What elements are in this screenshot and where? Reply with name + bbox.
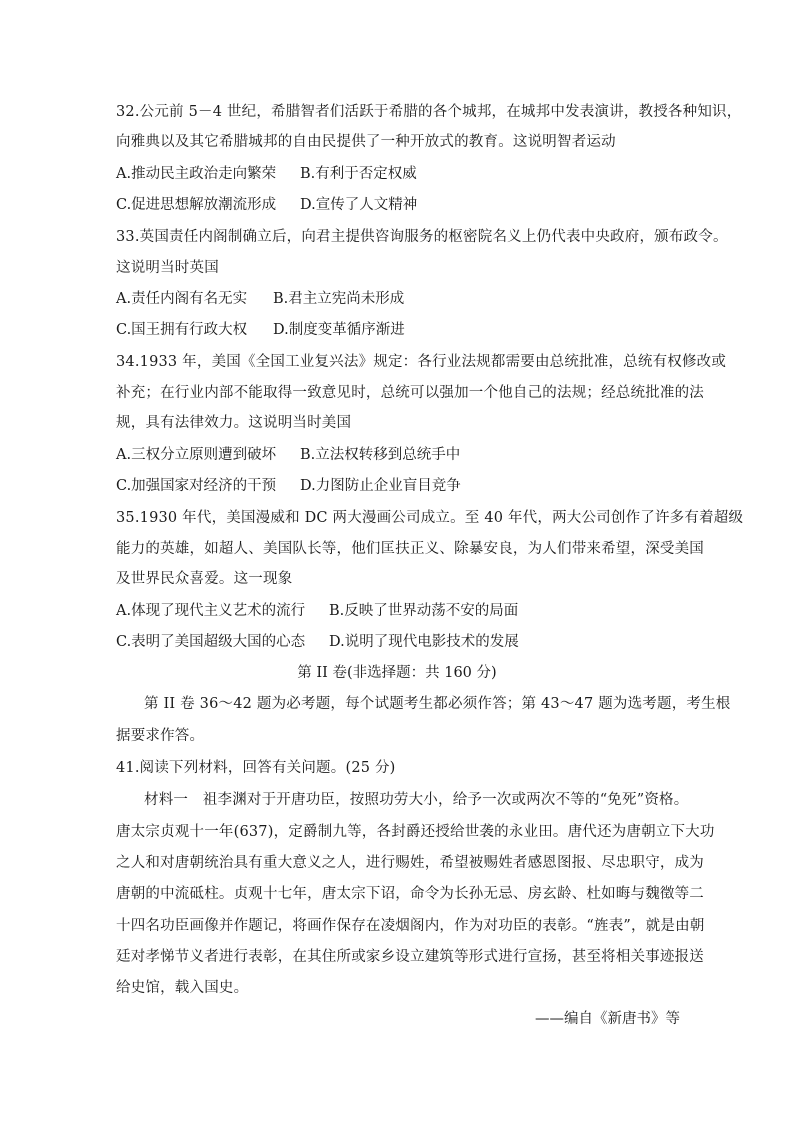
- section-2-title: 第 II 卷(非选择题：共 160 分): [297, 665, 497, 681]
- q33-option-c: C.国王拥有行政大权: [116, 322, 248, 338]
- q35-option-a: A.体现了现代主义艺术的流行: [116, 603, 306, 619]
- q35-line-2: 能力的英雄，如超人、美国队长等，他们匡扶正义、除暴安良，为人们带来希望，深受美国: [116, 541, 704, 557]
- q32-option-c: C.促进思想解放潮流形成: [116, 197, 277, 213]
- q33-line-1: 33.英国责任内阁制确立后，向君主提供咨询服务的枢密院名义上仍代表中央政府，颁布政令。: [116, 229, 728, 245]
- q33-option-d: D.制度变革循序渐进: [273, 322, 405, 338]
- section-2-note-line-2: 据要求作答。: [116, 728, 205, 744]
- q41-material-line-4: 唐朝的中流砥柱。贞观十七年，唐太宗下诏，命令为长孙无忌、房玄龄、杜如晦与魏徵等二: [116, 886, 704, 902]
- section-2-note-line-1: 第 II 卷 36～42 题为必考题，每个试题考生都必须作答；第 43～47 题为选考题，考生根: [144, 696, 731, 712]
- q33-line-2: 这说明当时英国: [116, 260, 219, 276]
- q41-material-line-1: 材料一 祖李渊对于开唐功臣，按照功劳大小，给予一次或两次不等的“免死”资格。: [144, 792, 689, 808]
- q41-material-line-3: 之人和对唐朝统治具有重大意义之人，进行赐姓，希望被赐姓者感恩图报、尽忠职守，成为: [116, 855, 704, 871]
- q41-material-line-2: 唐太宗贞观十一年(637)，定爵制九等，各封爵还授给世袭的永业田。唐代还为唐朝立下大功: [116, 824, 715, 840]
- q34-option-b: B.立法权转移到总统手中: [300, 447, 461, 463]
- q34-line-2: 补充；在行业内部不能取得一致意见时，总统可以强加一个他自己的法规；经总统批准的法: [116, 385, 704, 401]
- q35-option-c: C.表明了美国超级大国的心态: [116, 634, 306, 650]
- q32-line-1: 32.公元前 5－4 世纪，希腊智者们活跃于希腊的各个城邦，在城邦中发表演讲，教授各种知识，: [116, 104, 742, 120]
- q34-option-d: D.力图防止企业盲目竞争: [300, 478, 461, 494]
- q41-source: ——编自《新唐书》等: [535, 1011, 680, 1027]
- q32-option-b: B.有利于否定权威: [300, 166, 417, 182]
- q35-option-d: D.说明了现代电影技术的发展: [329, 634, 519, 650]
- q35-line-1: 35.1930 年代，美国漫威和 DC 两大漫画公司成立。至 40 年代，两大公司创作了许多有着超级: [116, 510, 744, 526]
- q41-stem: 41.阅读下列材料，回答有关问题。(25 分): [116, 760, 396, 776]
- q32-option-d: D.宣传了人文精神: [300, 197, 418, 213]
- q32-option-a: A.推动民主政治走向繁荣: [116, 166, 277, 182]
- q33-option-b: B.君主立宪尚未形成: [273, 291, 405, 307]
- q35-option-b: B.反映了世界动荡不安的局面: [329, 603, 519, 619]
- q34-line-1: 34.1933 年，美国《全国工业复兴法》规定：各行业法规都需要由总统批准，总统有权修改或: [116, 354, 727, 370]
- q32-line-2: 向雅典以及其它希腊城邦的自由民提供了一种开放式的教育。这说明智者运动: [116, 134, 616, 150]
- q33-option-a: A.责任内阁有名无实: [116, 291, 248, 307]
- q34-option-a: A.三权分立原则遭到破坏: [116, 447, 277, 463]
- q35-line-3: 及世界民众喜爱。这一现象: [116, 571, 293, 587]
- q34-line-3: 规，具有法律效力。这说明当时美国: [116, 415, 352, 431]
- q41-material-line-5: 十四名功臣画像并作题记，将画作保存在凌烟阁内，作为对功臣的表彰。“旌表”，就是由朝: [116, 918, 705, 934]
- q41-material-line-6: 廷对孝悌节义者进行表彰，在其住所或家乡设立建筑等形式进行宣扬，甚至将相关事迹报送: [116, 949, 704, 965]
- q34-option-c: C.加强国家对经济的干预: [116, 478, 277, 494]
- q41-material-line-7: 给史馆，载入国史。: [116, 980, 249, 996]
